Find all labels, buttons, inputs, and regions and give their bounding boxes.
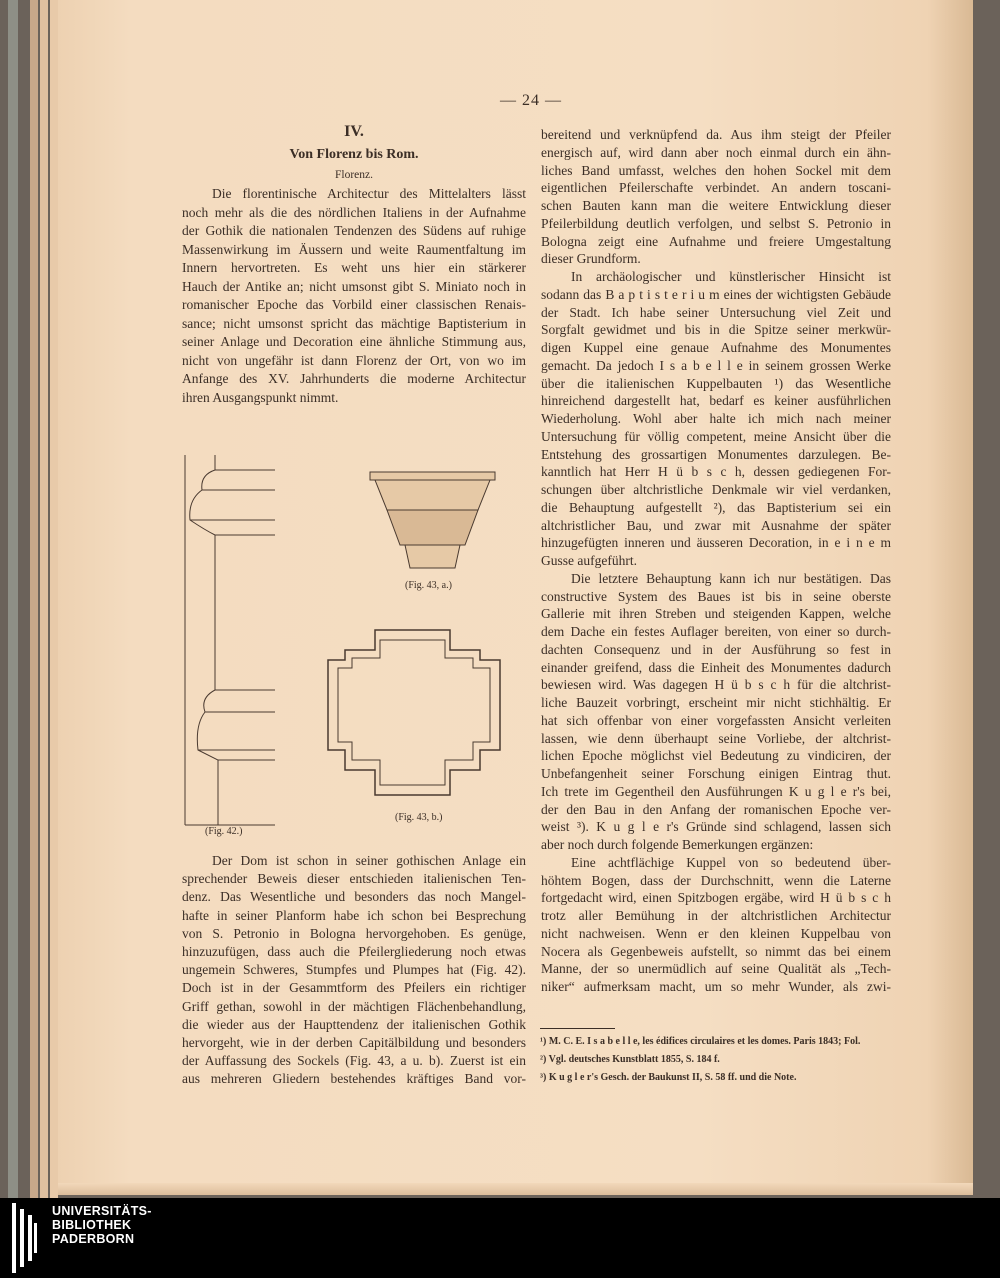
text-line: hinzuzufügen, dass auch die Pfeilergliederung noch etwas [182,943,526,959]
fig42-caption: (Fig. 42.) [205,826,243,837]
text-line: liche Bauzeit vorbringt, erscheint mir nicht stichhältig. Er [541,695,891,710]
text-line: einander greifend, dass die Einheit des Monumentes dadurch [541,659,891,675]
text-line: hafte in seiner Planform habe ich schon bei Besprechung [182,907,526,923]
text-line: Manne, der so unermüdlich auf seine Qualität als „Tech- [541,961,891,977]
left-column-bottom [182,852,526,1088]
right-column [541,126,891,996]
figure-illustrations [180,450,510,840]
footnote-3: ³) K u g l e r's Gesch. der Baukunst II, S. 58 ff. und die Note. [540,1072,797,1083]
text-line: schungen über altchristliche Denkmale wir viel verdanken, [541,482,891,497]
text-line: der den Bau in den Anfang der romanischen Epoche ver- [541,801,891,817]
section-title: Florenz. [334,169,373,181]
text-line: die wieder aus der Haupttendenz der italienischen Gothik [182,1016,526,1032]
text-line: ungemein Schweres, Stumpfes und Plumpes hat (Fig. 42). [182,962,526,978]
text-line: Der Dom ist schon in seiner gothischen Anlage ein [212,853,526,868]
footnote-1: ¹) M. C. E. I s a b e l l e, les édifices circulaires et les domes. Paris 1843; Fol. [540,1036,861,1047]
text-line: hat sich offenbar von einer vorgefassten Ansicht verleiten [541,712,891,728]
text-line: Die letztere Behauptung kann ich nur bestätigen. Das [571,570,891,586]
chapter-title: Von Florenz bis Rom. [289,147,419,162]
page-edge [40,0,48,1198]
text-line: Ich trete im Gegentheil den Ausführungen K u g l e r's bei, [541,783,891,799]
text-line: In archäologischer und künstlerischer Hinsicht ist [571,269,891,284]
text-line: ihren Ausgangspunkt nimmt. [182,389,339,405]
text-line: Wiederholung. Wohl aber halte ich mich nach meiner [541,411,891,426]
text-line: niker“ aufmerksam macht, um so mehr Wunder, als zwi- [541,979,891,994]
text-line: Griff gethan, sowohl in der mächtigen Flächenbehandlung, [182,998,526,1014]
text-line: hinzugefügten inneren und äusseren Decoration, in e i n e m [541,535,891,551]
text-line: nicht nachweisen. Wenn er den kleinen Kuppelbau von [541,925,891,941]
page-edge [30,0,38,1198]
text-line: aber noch durch folgende Bemerkungen ergänzen: [541,837,814,852]
text-line: Pfeilerbildung deutlich verfolgen, und selbst S. Petronio in [541,215,891,231]
text-line: kanntlich hat Herr H ü b s c h, dessen gediegenen For- [541,464,891,480]
footnote-rule [540,1028,615,1029]
text-line: Untersuchung für völlig competent, meine Ansicht über die [541,428,891,444]
page-number: — 24 — [500,92,562,109]
text-line: denz. Das Wesentliche und besonders das noch Mangel- [182,889,526,905]
text-line: Gallerie mit ihren Streben und steigenden Kappen, welche [541,606,891,622]
text-line: liches Band umfasst, welches den hohen Sockel mit dem [541,162,891,178]
text-line: dieser Grundform. [541,251,641,267]
text-line: gemacht. Da jedoch I s a b e l l e in seinem grossen Werke [541,357,891,373]
text-line: Die florentinische Architectur des Mittelalters lässt [212,186,526,201]
text-line: die Behauptung aufgestellt ²), das Baptisterium sei ein [541,499,891,515]
text-line: Nocera als Gegenbeweis aufstellt, so nimmt das bei einem [541,943,891,959]
book-edge [8,0,18,1198]
text-line: dachten Consequenz und in der Ausführung so fest in [541,641,891,657]
text-line: Sorgfalt gewidmet und bis in die Spitze seiner merkwür- [541,322,891,338]
text-line: hinreichend dargestellt hat, bedarf es keiner ausführlichen [541,393,891,409]
text-line: lassen, wie denn überhaupt seine Vorliebe, der altchrist- [541,730,891,746]
text-line: fortgedacht wird, einen Spitzbogen ergäbe, wird H ü b s c h [541,890,891,906]
text-line: Unbefangenheit seiner Forschung einigen Eintrag thut. [541,766,891,781]
chapter-numeral: IV. [344,123,364,140]
text-line: Anfange des XV. Jahrhunderts die moderne Architectur [182,371,526,386]
left-column-top [182,120,526,407]
text-line: lichen Epoche möglichst viel Bedeutung zu vindiciren, der [541,748,891,764]
text-line: dem Dache ein festes Auflager bereiten, von einer so durch- [541,624,891,639]
library-name [52,1204,152,1246]
text-line: der Auffassung des Sockels (Fig. 43, a u. b). Zuerst ist ein [182,1053,526,1069]
text-line: noch mehr als die des nördlichen Italiens in der Aufnahme [182,204,526,220]
page-edge [50,0,58,1198]
text-line: nicht von ungefähr ist dann Florenz der Ort, von wo im [182,352,526,368]
text-line: constructive System des Baues ist bis in seine oberste [541,588,891,604]
text-line: romanischer Epoche das Vorbild einer classischen Renais- [182,297,526,312]
text-line: eigentlichen Pfeilerschafte verbindet. An andern toscani- [541,180,891,196]
text-line: Entstehung des grossartigen Monumentes darzulegen. Be- [541,446,891,462]
text-line: sance; nicht umsonst spricht das mächtige Baptisterium in [182,315,526,331]
text-line: digen Kuppel eine genaue Aufnahme des Monumentes [541,340,891,355]
text-line: trotz aller Bemühung in der altchristlichen Architectur [541,908,891,923]
logo-line: UNIVERSITÄTS- [52,1204,152,1218]
text-line: seiner Anlage und Decoration eine ähnliche Stimmung aus, [182,334,526,349]
text-line: aus mehreren Gliedern bestehendes kräftiges Band vor- [182,1071,526,1087]
text-line: altchristlicher Bau, und zwar mit Ausnahme der später [541,517,891,533]
text-line: Innern hervortreten. Es weht uns hier ein stärkerer [182,260,526,275]
text-line: energisch auf, wird dann aber noch einmal durch ein ähn- [541,144,891,160]
fig43b-plan [328,630,500,795]
text-line: weist ³). K u g l e r's Gründe sind schlagend, lassen sich [541,819,891,835]
text-line: bewiesen wird. Was dagegen H ü b s c h für die altchrist- [541,677,891,693]
logo-line: BIBLIOTHEK [52,1218,132,1232]
text-line: hervorgeht, wie in der derben Capitälbildung und besonders [182,1034,526,1050]
text-line: bereitend und verknüpfend da. Aus ihm steigt der Pfeiler [541,127,891,142]
text-line: Doch ist in der Gesammtform des Pfeilers ein richtiger [182,980,526,996]
text-line: sprechender Beweis dieser entschieden italienischen Ten- [182,871,526,887]
footnote-2: ²) Vgl. deutsches Kunstblatt 1855, S. 184 f. [540,1054,720,1065]
text-line: Hauch der Antike an; nicht umsonst gibt S. Miniato noch in [182,278,526,294]
text-line: Gusse aufgeführt. [541,553,637,568]
fig42-pier-profile [185,455,275,825]
text-line: von S. Petronio in Bologna hervorgehoben. Es genüge, [182,925,526,941]
text-line: höhtem Bogen, dass der Durchschnitt, wenn die Laterne [541,872,891,888]
library-logo-icon [12,1203,38,1273]
text-line: der Gothik die nationalen Tendenzen des Südens auf ruhige [182,223,526,238]
text-line: Massenwirkung im Äussern und weite Raumentfaltung im [182,241,526,257]
text-line: schen Bauten kann man die weitere Entwicklung dieser [541,198,891,213]
paragraph [182,185,526,407]
text-line: sodann das B a p t i s t e r i u m eines der wichtigsten Gebäude [541,286,891,302]
fig43a-caption: (Fig. 43, a.) [405,580,452,591]
fig43a-capital [370,472,495,568]
text-line: Bologna zeigt eine Aufnahme und freiere Umgestaltung [541,233,891,249]
text-line: Eine achtflächige Kuppel von so bedeutend über- [571,854,891,870]
logo-line: PADERBORN [52,1232,135,1246]
text-line: über die italienischen Kuppelbauten ¹) das Wesentliche [541,375,891,391]
fig43b-caption: (Fig. 43, b.) [395,812,443,823]
text-line: der Stadt. Ich habe seiner Untersuchung viel Zeit und [541,304,891,320]
